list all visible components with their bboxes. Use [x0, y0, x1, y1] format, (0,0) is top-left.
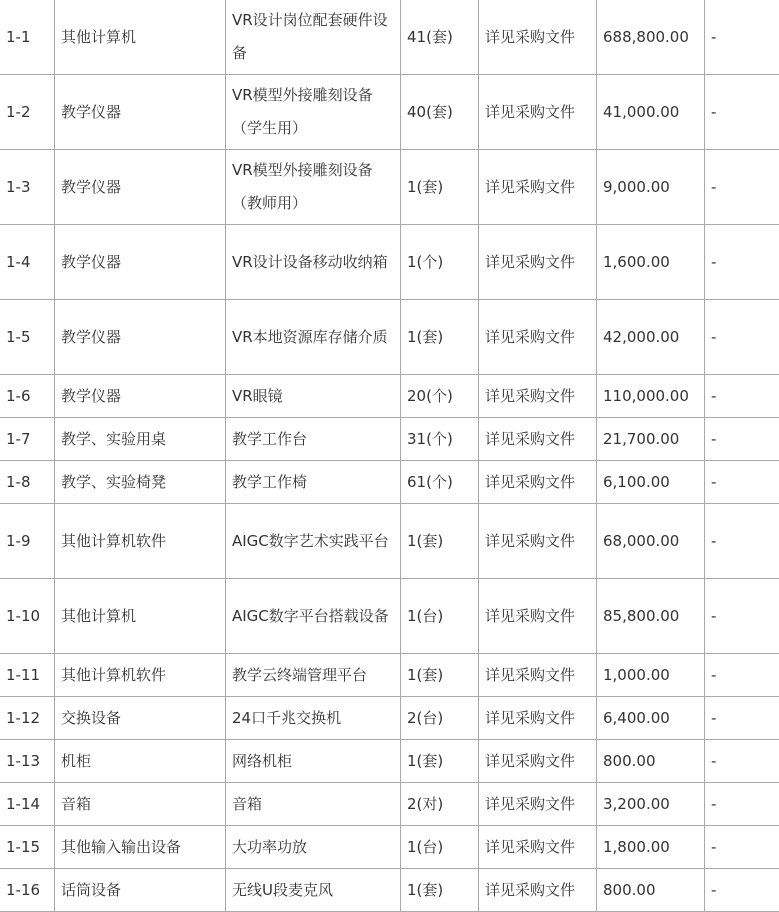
- table-row: [0, 740, 779, 783]
- budget-cell: 21,700.00: [597, 418, 705, 461]
- category-cell: 教学仪器: [55, 375, 226, 418]
- budget-cell: 800.00: [597, 869, 705, 912]
- spec-cell: 详见采购文件: [479, 783, 597, 826]
- spec-cell: 详见采购文件: [479, 869, 597, 912]
- category-cell: 教学、实验椅凳: [55, 461, 226, 504]
- item-name-cell: 教学云终端管理平台: [226, 654, 401, 697]
- note-cell: -: [705, 869, 779, 912]
- category-cell: 其他计算机: [55, 579, 226, 654]
- item-name-cell: VR设计设备移动收纳箱: [226, 225, 401, 300]
- table-row: [0, 461, 779, 504]
- table-row: [0, 504, 779, 579]
- spec-cell: 详见采购文件: [479, 300, 597, 375]
- item-number-cell: 1-5: [0, 300, 55, 375]
- item-name-cell: VR本地资源库存储介质: [226, 300, 401, 375]
- category-cell: 教学、实验用桌: [55, 418, 226, 461]
- table-row: [0, 300, 779, 375]
- item-number-cell: 1-13: [0, 740, 55, 783]
- budget-cell: 800.00: [597, 740, 705, 783]
- quantity-cell: 41(套): [401, 0, 479, 75]
- budget-cell: 110,000.00: [597, 375, 705, 418]
- item-name-cell: AIGC数字平台搭载设备: [226, 579, 401, 654]
- budget-cell: 42,000.00: [597, 300, 705, 375]
- quantity-cell: 40(套): [401, 75, 479, 150]
- item-name-cell: VR模型外接雕刻设备（学生用）: [226, 75, 401, 150]
- spec-cell: 详见采购文件: [479, 0, 597, 75]
- quantity-cell: 31(个): [401, 418, 479, 461]
- note-cell: -: [705, 783, 779, 826]
- spec-cell: 详见采购文件: [479, 697, 597, 740]
- category-cell: 话筒设备: [55, 869, 226, 912]
- budget-cell: 6,400.00: [597, 697, 705, 740]
- item-number-cell: 1-16: [0, 869, 55, 912]
- budget-cell: 1,000.00: [597, 654, 705, 697]
- note-cell: -: [705, 654, 779, 697]
- budget-cell: 6,100.00: [597, 461, 705, 504]
- item-number-cell: 1-8: [0, 461, 55, 504]
- item-name-cell: VR模型外接雕刻设备（教师用）: [226, 150, 401, 225]
- category-cell: 其他计算机: [55, 0, 226, 75]
- item-number-cell: 1-1: [0, 0, 55, 75]
- item-number-cell: 1-10: [0, 579, 55, 654]
- item-number-cell: 1-3: [0, 150, 55, 225]
- item-number-cell: 1-6: [0, 375, 55, 418]
- table-row: [0, 826, 779, 869]
- category-cell: 音箱: [55, 783, 226, 826]
- item-name-cell: 24口千兆交换机: [226, 697, 401, 740]
- budget-cell: 41,000.00: [597, 75, 705, 150]
- spec-cell: 详见采购文件: [479, 579, 597, 654]
- note-cell: -: [705, 826, 779, 869]
- table-row: [0, 75, 779, 150]
- note-cell: -: [705, 150, 779, 225]
- item-number-cell: 1-4: [0, 225, 55, 300]
- item-number-cell: 1-12: [0, 697, 55, 740]
- spec-cell: 详见采购文件: [479, 826, 597, 869]
- note-cell: -: [705, 579, 779, 654]
- table-row: [0, 579, 779, 654]
- table-row: [0, 375, 779, 418]
- table-row: [0, 783, 779, 826]
- budget-cell: 1,800.00: [597, 826, 705, 869]
- quantity-cell: 1(台): [401, 579, 479, 654]
- category-cell: 其他计算机软件: [55, 504, 226, 579]
- quantity-cell: 1(台): [401, 826, 479, 869]
- category-cell: 教学仪器: [55, 300, 226, 375]
- note-cell: -: [705, 225, 779, 300]
- quantity-cell: 1(套): [401, 740, 479, 783]
- note-cell: -: [705, 418, 779, 461]
- table-row: [0, 225, 779, 300]
- spec-cell: 详见采购文件: [479, 75, 597, 150]
- category-cell: 教学仪器: [55, 150, 226, 225]
- item-name-cell: VR设计岗位配套硬件设备: [226, 0, 401, 75]
- quantity-cell: 1(套): [401, 504, 479, 579]
- table-row: [0, 150, 779, 225]
- spec-cell: 详见采购文件: [479, 418, 597, 461]
- item-name-cell: 音箱: [226, 783, 401, 826]
- spec-cell: 详见采购文件: [479, 504, 597, 579]
- quantity-cell: 2(台): [401, 697, 479, 740]
- table-row: [0, 869, 779, 912]
- note-cell: -: [705, 300, 779, 375]
- quantity-cell: 1(套): [401, 300, 479, 375]
- budget-cell: 3,200.00: [597, 783, 705, 826]
- budget-cell: 9,000.00: [597, 150, 705, 225]
- note-cell: -: [705, 740, 779, 783]
- note-cell: -: [705, 0, 779, 75]
- item-name-cell: 无线U段麦克风: [226, 869, 401, 912]
- item-name-cell: 大功率功放: [226, 826, 401, 869]
- quantity-cell: 61(个): [401, 461, 479, 504]
- item-name-cell: VR眼镜: [226, 375, 401, 418]
- item-number-cell: 1-2: [0, 75, 55, 150]
- item-name-cell: 网络机柜: [226, 740, 401, 783]
- item-number-cell: 1-11: [0, 654, 55, 697]
- table-row: [0, 654, 779, 697]
- note-cell: -: [705, 504, 779, 579]
- table-row: [0, 0, 779, 75]
- table-row: [0, 697, 779, 740]
- budget-cell: 1,600.00: [597, 225, 705, 300]
- item-number-cell: 1-9: [0, 504, 55, 579]
- table-row: [0, 418, 779, 461]
- budget-cell: 85,800.00: [597, 579, 705, 654]
- spec-cell: 详见采购文件: [479, 150, 597, 225]
- spec-cell: 详见采购文件: [479, 740, 597, 783]
- item-number-cell: 1-15: [0, 826, 55, 869]
- spec-cell: 详见采购文件: [479, 461, 597, 504]
- note-cell: -: [705, 375, 779, 418]
- quantity-cell: 1(套): [401, 654, 479, 697]
- item-number-cell: 1-14: [0, 783, 55, 826]
- category-cell: 交换设备: [55, 697, 226, 740]
- note-cell: -: [705, 697, 779, 740]
- quantity-cell: 20(个): [401, 375, 479, 418]
- note-cell: -: [705, 461, 779, 504]
- note-cell: -: [705, 75, 779, 150]
- item-name-cell: AIGC数字艺术实践平台: [226, 504, 401, 579]
- quantity-cell: 1(套): [401, 150, 479, 225]
- item-name-cell: 教学工作台: [226, 418, 401, 461]
- spec-cell: 详见采购文件: [479, 225, 597, 300]
- item-name-cell: 教学工作椅: [226, 461, 401, 504]
- category-cell: 教学仪器: [55, 75, 226, 150]
- category-cell: 机柜: [55, 740, 226, 783]
- spec-cell: 详见采购文件: [479, 654, 597, 697]
- quantity-cell: 1(个): [401, 225, 479, 300]
- budget-cell: 688,800.00: [597, 0, 705, 75]
- item-number-cell: 1-7: [0, 418, 55, 461]
- category-cell: 教学仪器: [55, 225, 226, 300]
- budget-cell: 68,000.00: [597, 504, 705, 579]
- quantity-cell: 2(对): [401, 783, 479, 826]
- category-cell: 其他计算机软件: [55, 654, 226, 697]
- quantity-cell: 1(套): [401, 869, 479, 912]
- spec-cell: 详见采购文件: [479, 375, 597, 418]
- category-cell: 其他输入输出设备: [55, 826, 226, 869]
